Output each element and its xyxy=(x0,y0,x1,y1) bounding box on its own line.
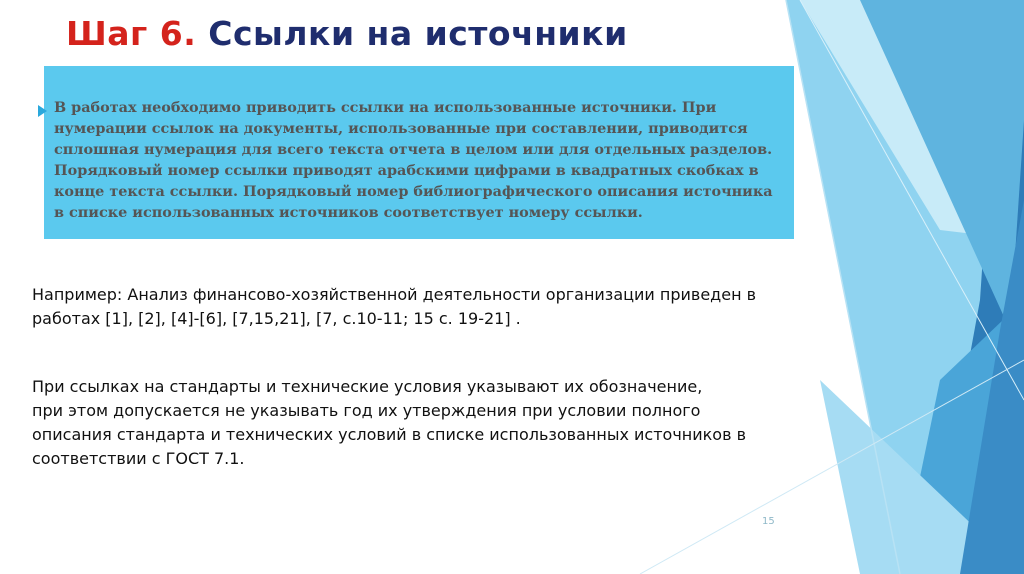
example-line-1: Например: Анализ финансово-хозяйственной деятельности организации приведен в xyxy=(32,285,757,304)
standards-paragraph xyxy=(32,375,802,471)
standards-line-4: соответствии с ГОСТ 7.1. xyxy=(32,449,245,468)
title-step: Шаг 6. xyxy=(66,14,197,53)
highlight-box xyxy=(44,66,794,239)
highlight-box-text: В работах необходимо приводить ссылки на использованные источники. При нумерации ссылок на документы, использованные при составлении, приводится сплошная нумерация для всего текста отчета в целом или для отдельных разделов. Порядковый номер ссылки приводят арабскими цифрами в квадратных скобках в конце текста ссылки. Порядковый номер библиографического описания источника в списке использованных источников соответствует номеру ссылки. xyxy=(54,99,773,221)
standards-line-2: при этом допускается не указывать год их утверждения при условии полного xyxy=(32,401,701,420)
standards-line-3: описания стандарта и технических условий в списке использованных источников в xyxy=(32,425,747,444)
title-text: Ссылки на источники xyxy=(196,14,628,53)
slide-number: 15 xyxy=(762,516,775,527)
example-line-2: работах [1], [2], [4]-[6], [7,15,21], [7, с.10-11; 15 с. 19-21] . xyxy=(32,309,521,328)
standards-line-1: При ссылках на стандарты и технические условия указывают их обозначение, xyxy=(32,377,703,396)
example-paragraph xyxy=(32,283,802,331)
page-title xyxy=(66,14,628,53)
triangle-bullet-icon xyxy=(38,105,47,117)
